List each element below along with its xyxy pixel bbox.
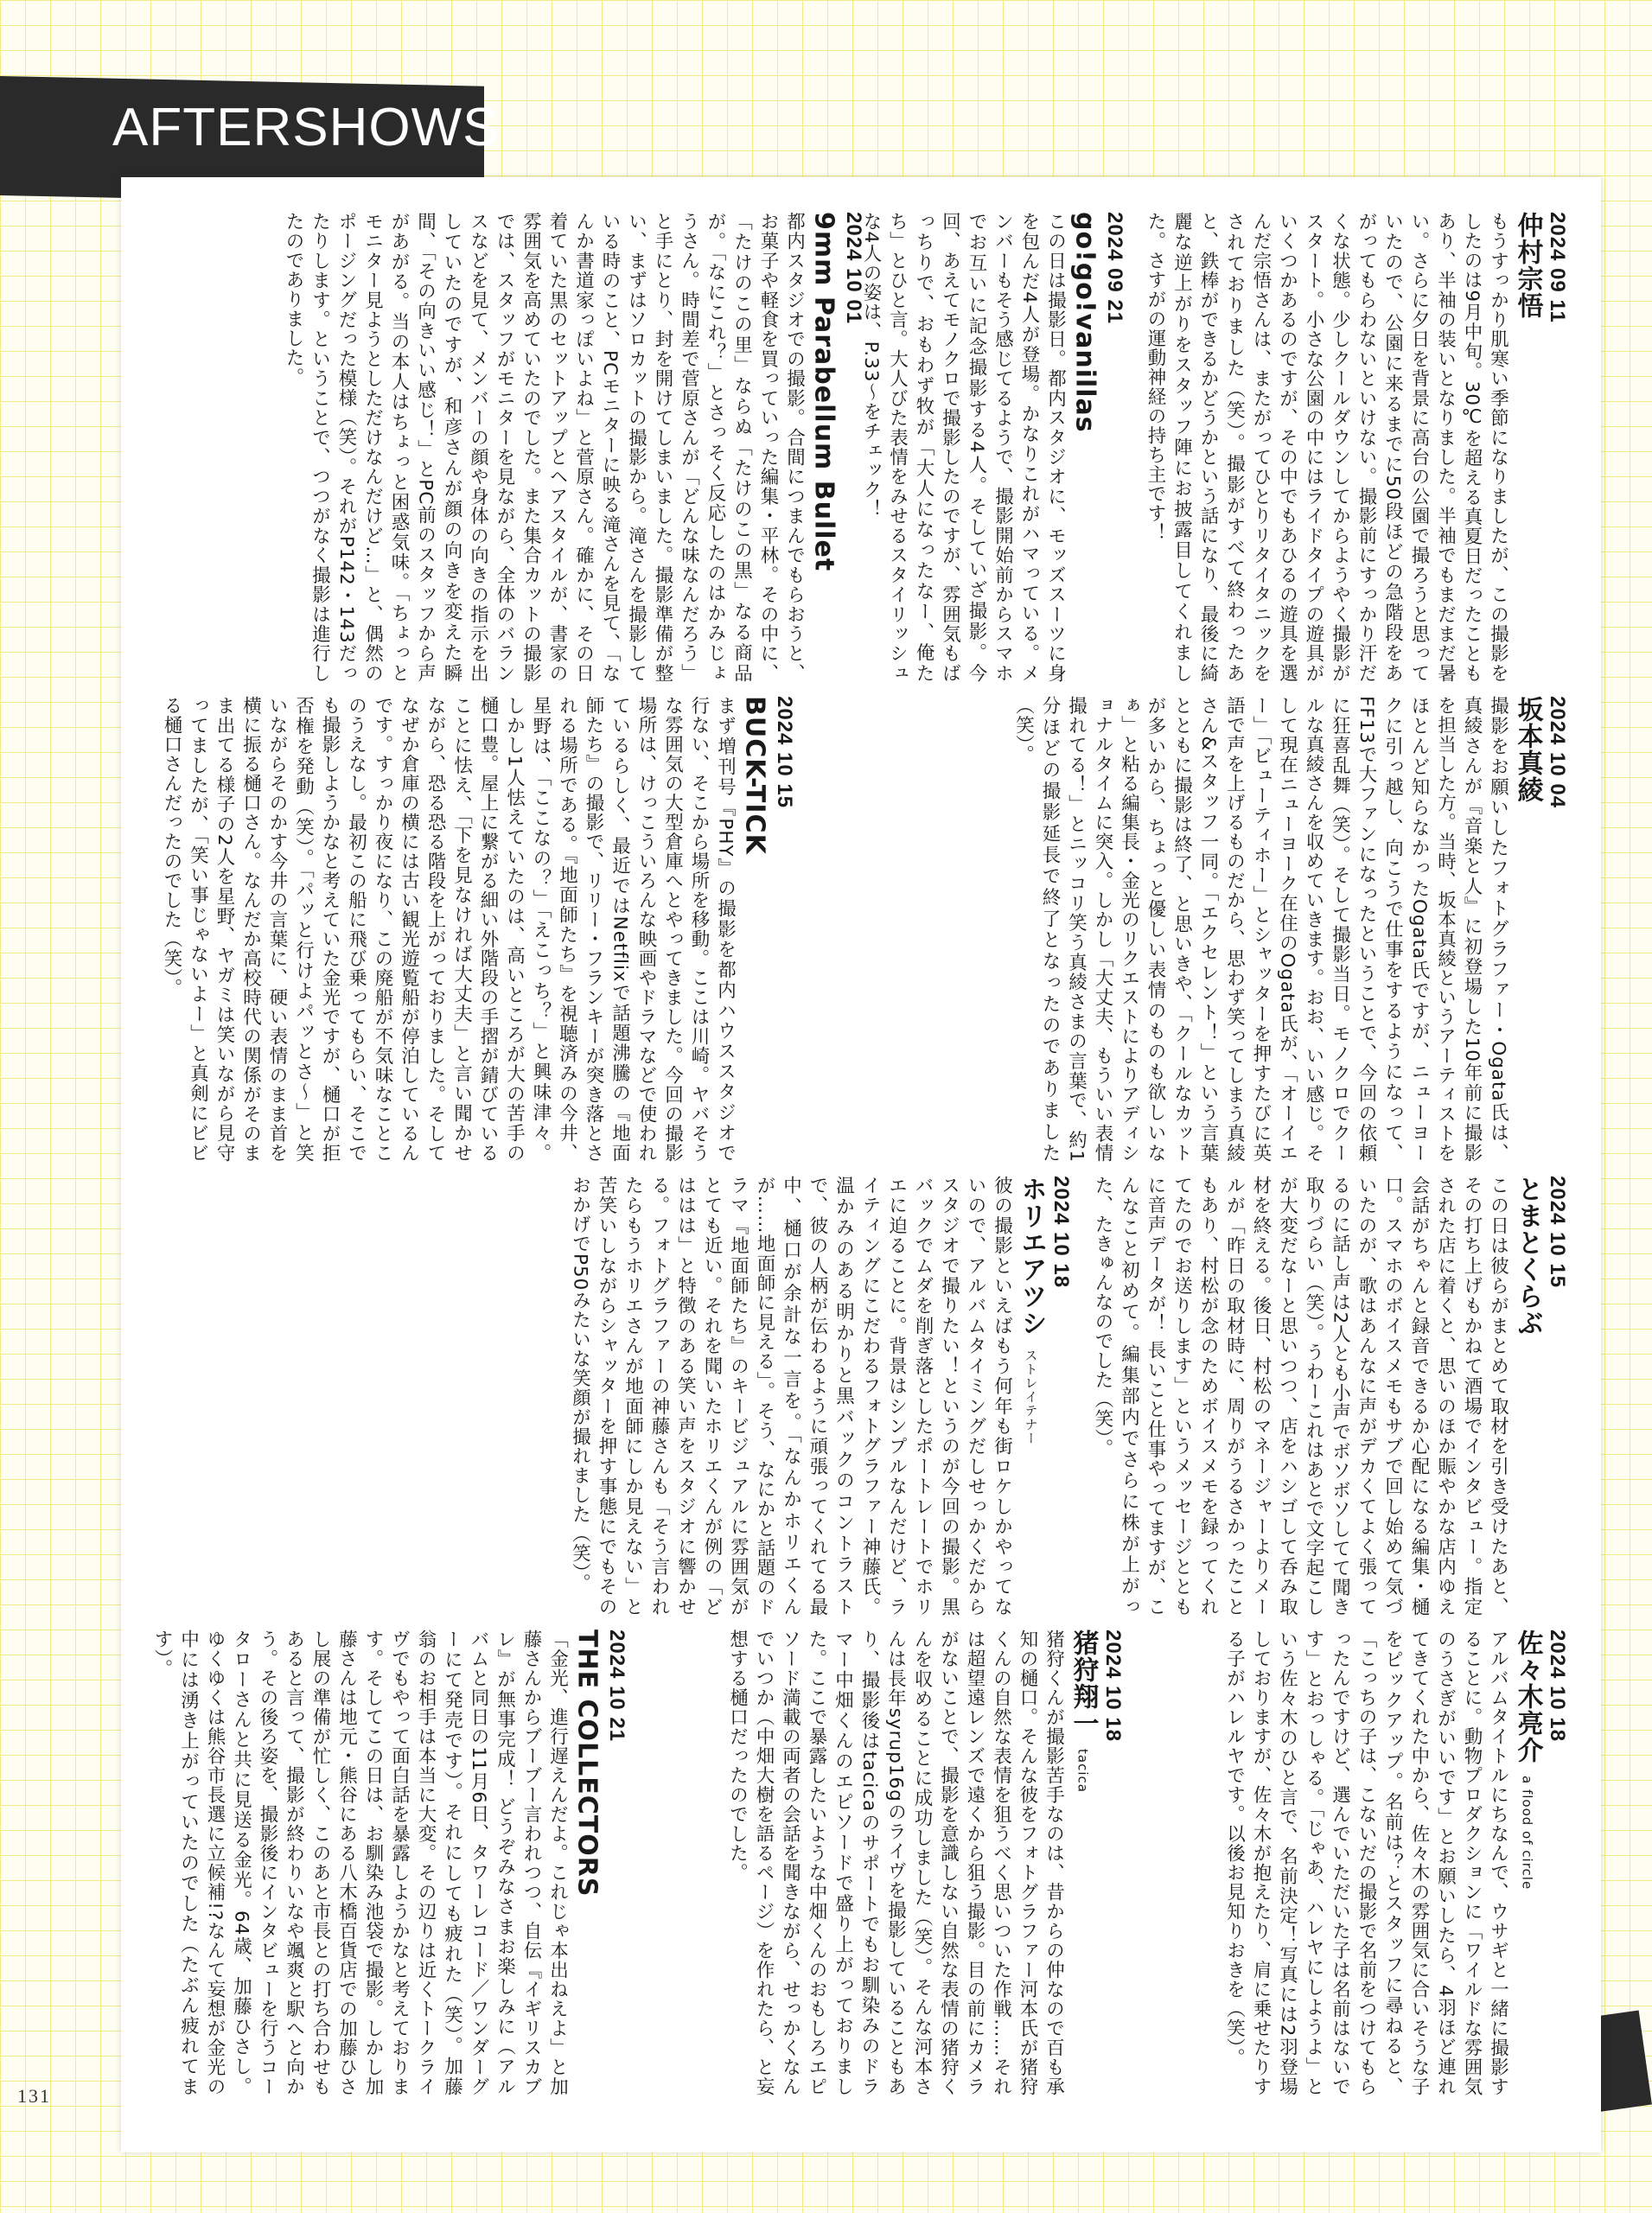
entry-bucktick [157,696,797,1163]
entry-date: 2024 10 15 [773,696,796,809]
entry-band-tag: ストレイテナー [1023,1349,1039,1445]
entry-body: アルバムタイトルにちなんで、ウサギと一緒に撮影することに。動物プロダクションに「ワイルドな雰囲気のうさぎがいいです」とお願いしたら、4羽ほど連れてきてくれた中から、佐々木の雰囲気に合いそうな子をピックアップ。名前は？とスタッフに尋ねると、「こっちの子は、こないだの撮影で名前をつけてもらったんですけど、選んでいただいた子は名前はないです」とおっしゃる。「じゃあ、ハレヤにしようよ」という佐々木のひと言で、名前決定！写真には2羽登場しておりますが、佐々木が抱えたり、肩に乗せたりする子がハレルヤです。以後お見知りおきを（笑）。 [1223,1629,1509,2096]
entry-body: 彼の撮影といえばもう何年も街ロケしかやってないので、アルバムタイミングだしせっかくだからスタジオで撮りたい！というのが今回の撮影。黒バックでムダを削ぎ落としたポートレートでホリエに迫ることに。背景はシンプルなんだけど、ライティングにこだわるフォトグラファー神藤氏。温かみのある明かりと黒バックのコントラストで、彼の人柄が伝わるように頑張ってくれてる最中、樋口が余計な一言を。「なんかホリエくんが……地面師に見える」。そう、なにかと話題のドラマ『地面師たち』のキービジュアルに雰囲気がとても近い。それを聞いたホリエくんが例の「どははは」と特徴のある笑い声をスタジオに響かせる。フォトグラファーの神藤さんも「そう言われたらもうホリエさんが地面師にしか見えない」と苦笑いしながらシャッターを押す事態にでもそのおかげでP50みたいな笑顔が撮れました（笑）。 [569,1176,1013,1617]
entry-artist-name: 猪狩翔一 [1068,1629,1099,1737]
page-number: 131 [17,2085,51,2107]
entry-band-tag: a flood of circle [1519,1776,1535,1891]
entry-artist-name: 仲村宗悟 [1512,212,1543,319]
entry-artist-name: 坂本真綾 [1512,696,1543,803]
entry-date: 2024 10 04 [1546,696,1569,809]
entry-date: 2024 10 18 [1546,1629,1569,1743]
entry-date: 2024 10 21 [605,1629,628,1743]
entry-body: この日は撮影日。都内スタジオに、モッズスーツに身を包んだ4人が登場。かなりこれがハマっている。メンバーもそう感じてるようで、撮影開始前からスマホでお互いに記念撮影する4人。そしていざ撮影。今回、あえてモノクロで撮影したのですが、雰囲気もばっちりで、おもわず牧が「大人になったなー、俺たち」とひと言。大人びた表情をみせるスタイリッシュな4人の姿は、P.33〜をチェック！ [860,212,1067,683]
entry-band-tag: tacica [1075,1749,1091,1793]
entry-sakamoto-maaya [809,696,1570,1163]
entry-artist-name: とまとくらぶ [1512,1176,1543,1336]
entry-gogovanillas [860,212,1127,683]
entry-artist-name: THE COLLECTORS [571,1629,603,1897]
entry-body: まず増刊号『PHY』の撮影を都内ハウススタジオで行ない、そこから場所を移動。ここは川崎。ヤバそうな雰囲気の大型倉庫へとやってきました。今回の撮影場所は、けっこういろんな映画やドラマなどで使われているらしく、最近ではNetflixで話題沸騰の『地面師たち』の撮影で、リリー・フランキーが突き落とされる場所である。『地面師たち』を視聴済みの今井、星野は、「ここなの？」「えこっち？」と興味津々。しかし1人怯えていたのは、高いところが大の苦手の樋口豊。屋上に繋がる細い外階段の手摺が錆びていることに怯え、「下を見なければ大丈夫」と言い聞かせながら、恐る恐る階段を上がっておりました。そしてなぜか倉庫の横には古い観光遊覧船が停泊しているんです。すっかり夜になり、この廃船が不気味なことこのうえなし。最初この船に飛び乗ってもらい、そこでも撮影しようかなと考えていた金光ですが、樋口が拒否権を発動（笑）。「パッと行けよパッとさ〜」と笑いながらそのかす今井の言葉に、硬い表情のまま首を横に振る樋口さん。なんだか高校時代の関係がそのまま出てる様子の2人を星野、ヤガミは笑いながら見守ってましたが、「笑い事じゃないよー」と真剣にビビる樋口さんだったのでした（笑）。 [161,696,737,1163]
entry-artist-name: BUCK-TICK [739,696,770,855]
entry-body: 都内スタジオでの撮影。合間につまんでもらおうと、お菓子や軽食を買っていった編集・平林。その中に、「たけのこの里」ならぬ「たけのこの黒」なる商品が。「なにこれ？」とさっそく反応したのはかみじょうさん。時間差で菅原さんが「どんな味なんだろう」と手にとり、封を開けてしまいました。撮影準備が整い、まずはソロカットの撮影から。滝さんを撮影している時のこと、PCモニターに映る滝さんを見て、「なんか書道家っぽいよね」と菅原さん。確かに、その日着ていた黒のセットアップとヘアスタイルが、書家の雰囲気を高めていたのでした。また集合カットの撮影では、スタッフがモニターを見ながら、全体のバランスなどを見て、メンバーの顔や身体の向きの指示を出していたのですが、和彦さんが顔の向きを変えた瞬間、「その向きいい感じ！」とPC前のスタッフから声があがる。当の本人はちょっと困惑気味。「ちょっとモニター見ようとしただけなんだけど…」と、偶然のポージングだった模様（笑）。それがP142・143だったりします。ということで、つつがなく撮影は進行したのでありました。 [283,212,806,683]
entry-date: 2024 09 21 [1103,212,1126,325]
article-page [121,177,1601,2152]
entry-date: 2024 10 01 [842,212,865,325]
entry-date: 2024 10 18 [1101,1629,1125,1743]
entry-body: 猪狩くんが撮影苦手なのは、昔からの仲なので百も承知の樋口。そんな彼をフォトグラファー河本氏が猪狩くんの自然な表情を狙うべく思いついた作戦……それは超望遠レンズで遠くから狙う撮影。目の前にカメラがないことで、撮影を意識しない自然な表情の猪狩くんを収めることに成功しました（笑）。そんな河本さんは長年syrup16gのライヴを撮影していることもあり、撮影後はtacicaのサポートでもお馴染みのドラマー中畑くんのエピソードで盛り上がっておりました。ここで暴露したいような中畑くんのおもしろエピソード満載の両者の会話を聞きながら、せっかくなんでいつか（中畑大樹を語るページ）を作れたら、と妄想する樋口だったのでした。 [726,1629,1065,2096]
entry-sasaki-ryosuke [1138,1629,1570,2096]
entry-artist-name: go!go!vanillas [1069,212,1100,433]
entry-the-collectors [151,1629,629,2096]
entry-date: 2024 10 18 [1049,1176,1073,1289]
entry-body: 撮影をお願いしたフォトグラファー・Ogata氏は、真綾さんが『音楽と人』に初登場した10年前に撮影を担当した方。当時、坂本真綾というアーティストをほとんど知らなかったOgata氏ですが、ニューヨークに引っ越し、向こうで仕事をするようになって、FF13で大ファンになったということで、今回の依頼に狂喜乱舞（笑）。そして撮影当日。モノクロでクールな真綾さんを収めていきます。おお、いい感じ。そして現在ニューヨーク在住のOgata氏が、「オーイエー」「ビューティホー」とシャッターを押すたびに英語で声を上げるものだから、思わず笑ってしまう真綾さん&スタッフ一同。「エクセレント！」という言葉とともに撮影は終了、と思いきや、「クールなカットが多いから、ちょっと優しい表情のものも欲しいなぁ」と粘る編集長・金光のリクエストによりアディショナルタイムに突入。しかし「大丈夫、もういい表情撮れてる！」とニッコリ笑う真綾さまの言葉で、約1分ほどの撮影延長で終了となったのでありました（笑）。 [1012,696,1509,1163]
entry-9mm [157,212,866,683]
entry-date: 2024 10 15 [1546,1176,1569,1289]
entry-tomato-club [1086,1176,1570,1617]
entry-body: この日は彼らがまとめて取材を引き受けたあと、その打ち上げもかねて酒場でインタビュー。指定された店に着くと、思いのほか賑やかな店内ゆえ会話がちゃんと録音できるか心配になる編集・樋口。スマホのボイスメモもサブで回し始めて気づいたのが、歌はあんなに声がデカくてよく張ってるのに話し声は2人とも小声でボソボソしてて聞き取りづらい（笑）。うわーこれはあとで文字起こしが大変だなーと思いつつ、店をハシゴして呑み取材を終える。後日、村松のマネージャーよりメールが「昨日の取材時に、周りがうるさかったこともあり、村松が念のためボイスメモを録ってくれてたのでお送りします」というメッセージとともに音声データが！ 長いこと仕事やってますが、こんなこと初めて。編集部内でさらに株が上がった、たきゅんなのでした（笑）。 [1092,1176,1509,1617]
entry-date: 2024 09 11 [1546,212,1569,323]
entry-igari-shoichi [641,1629,1126,2096]
entry-artist-name: 佐々木亮介 [1512,1629,1543,1763]
entry-artist-name: 9mm Parabellum Bullet [808,212,839,572]
entry-nakamura [1138,212,1570,683]
entry-artist-name: ホリエアツシ [1016,1176,1047,1336]
section-title: AFTERSHOWS [112,98,500,157]
entry-body: 「金光、進行遅えんだよ。これじゃ本出ねえよ」と加藤さんからブーブー言われつつ、自伝『イギリスカブレ』が無事完成！ どうぞみなさまお楽しみに（アルバムと同日の11月6日、タワーレコード／ワンダーグーにて発売です）。それにしても疲れた（笑）。加藤翁のお相手は本当に大変。その辺りは近くトークライヴでもやって面白話を暴露しようかなと考えております。そしてこの日は、お馴染み池袋で撮影。しかし加藤さんは地元・熊谷にある八木橋百貨店での加藤ひさし展の準備が忙しく、このあと市長との打ち合わせもあると言って、撮影が終わりいなや颯爽と駅へと向かう。その後ろ姿を、撮影後にインタビューを行うコータローさんと共に見送る金光。64歳、加藤ひさし。ゆくゆくは熊谷市長選に立候補!?なんて妄想が金光の中には湧き上がっていたのでした（たぶん疲れてます）。 [151,1629,569,2096]
entry-body: もうすっかり肌寒い季節になりましたが、この撮影をしたのは9月中旬。30℃を超える真夏日だったこともあり、半袖の装いとなりました。半袖でもまだまだ暑い。さらに夕日を背景に高台の公園で撮ろうと思っていたので、公園に来るまでに50段ほどの急階段をあがってもらわないといけない。撮影前にすっかり汗だくな状態。少しクールダウンしてからようやく撮影がスタート。小さな公園の中にはライドタイプの遊具がいくつかあるのですが、その中でもあひるの遊具を選んだ宗悟さんは、またがってひとりリタイタニックをされておりました（笑）。撮影がすべて終わったあと、鉄棒ができるかどうかという話になり、最後に綺麗な逆上がりをスタッフ陣にお披露目してくれました。さすがの運動神経の持ち主です！ [1145,212,1509,683]
entry-horie-atsushi [157,1176,1074,1617]
